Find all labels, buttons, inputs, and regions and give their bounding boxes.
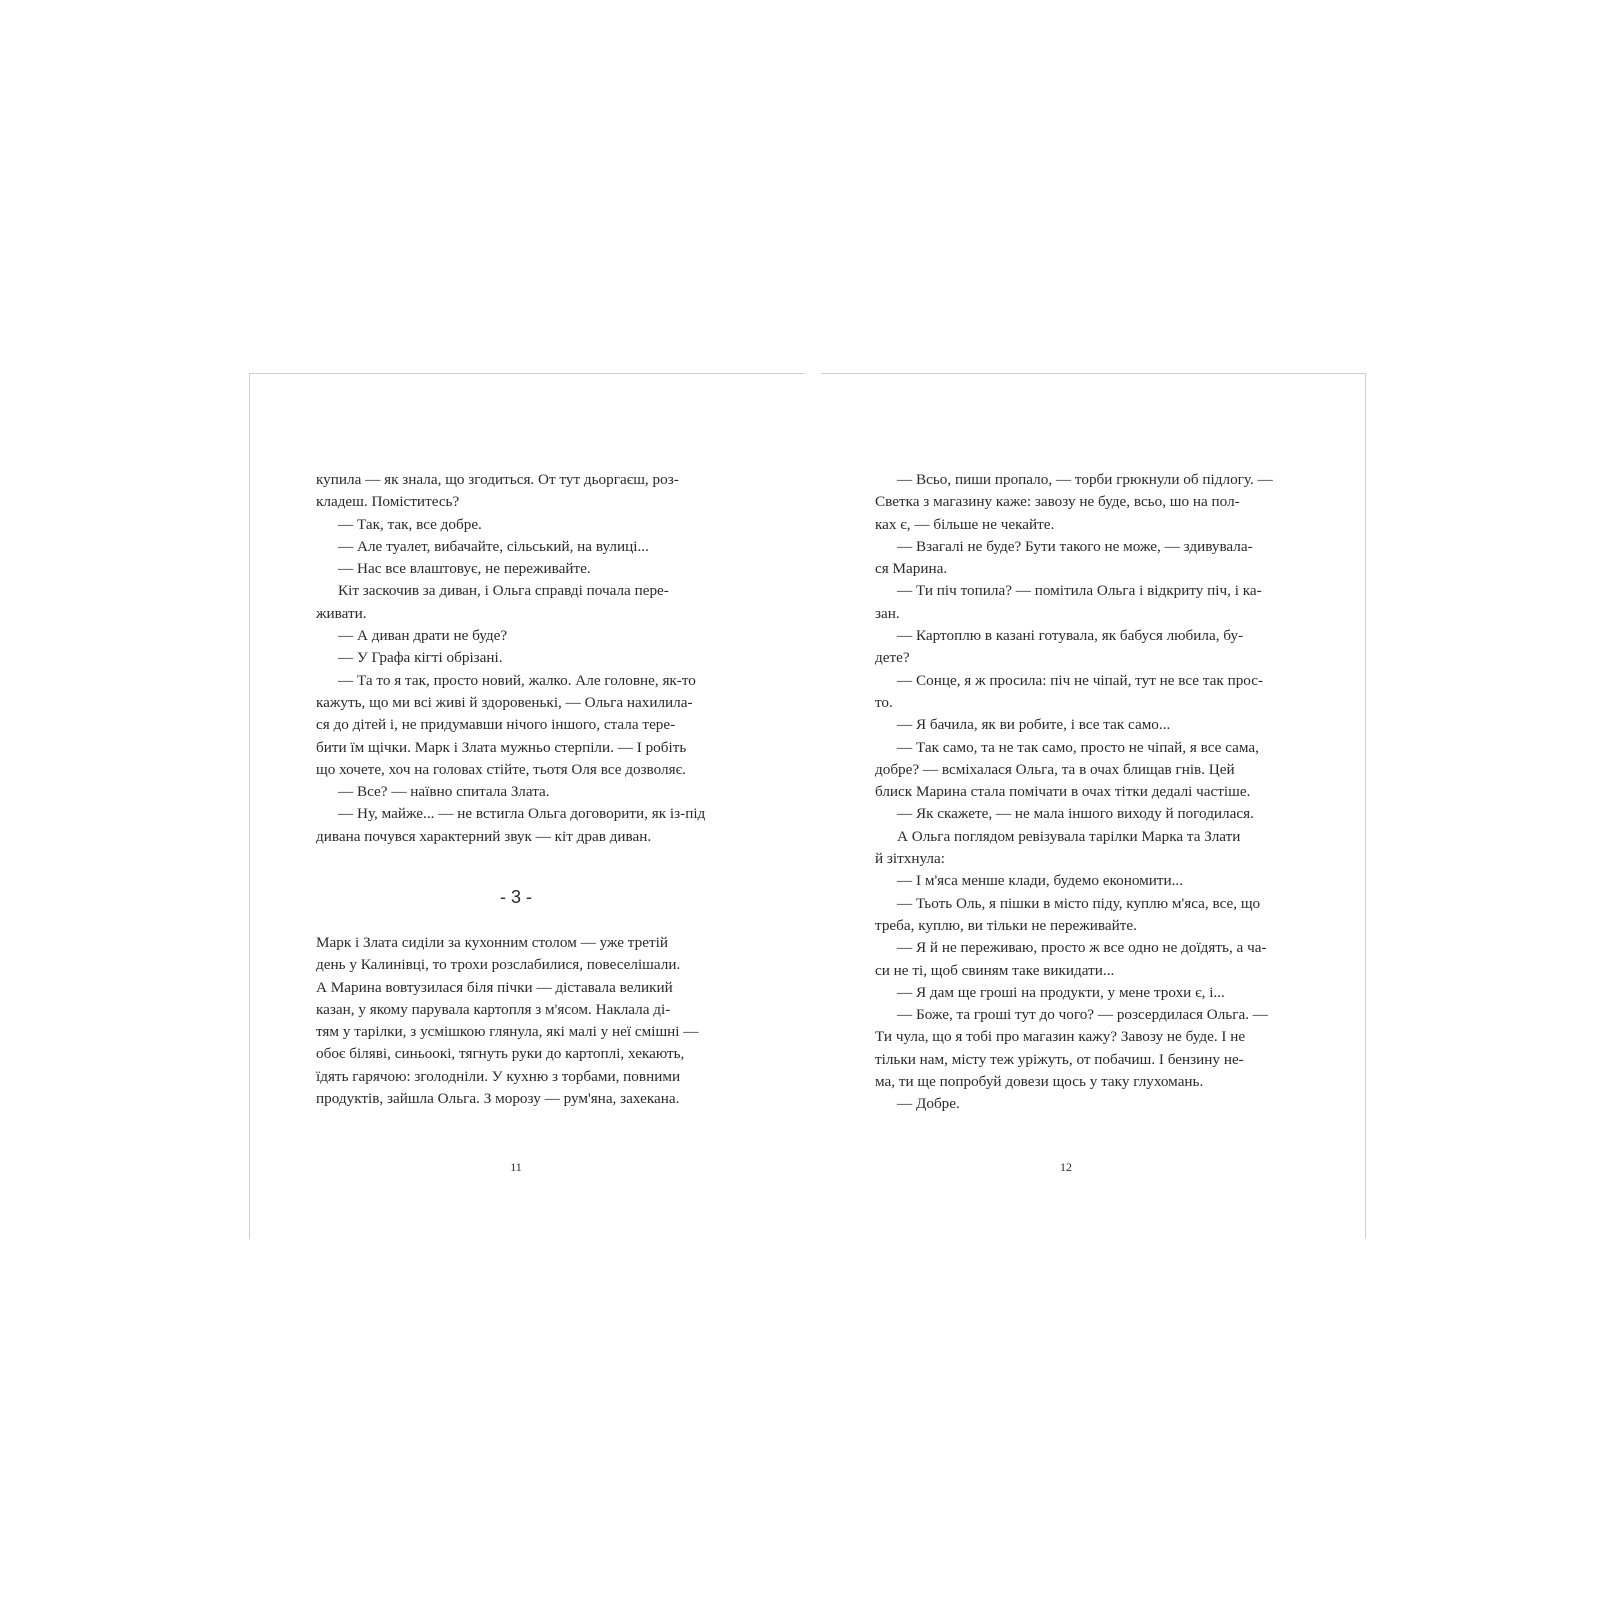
text-line: — Нас все влаштовує, не переживайте. [338,560,591,578]
text-line: казан, у якому парувала картопля з м'ясом. Наклала ді- [316,1000,671,1018]
text-line: — Все? — наївно спитала Злата. [338,783,550,801]
text-line: — Ти піч топила? — помітила Ольга і відкриту піч, і ка- [897,582,1262,600]
text-line: — Так, так, все добре. [338,515,482,533]
text-line: живати. [316,604,367,622]
text-line: тільки нам, місту теж уріжуть, от побачиш. І бензину не- [875,1050,1244,1068]
right-page [821,373,1366,1239]
left-page-bottom-text [316,932,716,1110]
text-line: — Та то я так, просто новий, жалко. Але головне, як-то [338,671,696,689]
text-line: Ти чула, що я тобі про магазин кажу? Завозу не буде. І не [875,1028,1246,1046]
text-line: день у Калинівці, то трохи розслабилися, повеселішали. [316,956,681,974]
text-line: — Я дам ще гроші на продукти, у мене трохи є, і... [897,983,1225,1001]
left-page [249,373,805,1239]
text-line: — Так само, та не так само, просто не чіпай, я все сама, [897,738,1259,756]
text-line: тям у тарілки, з усмішкою глянула, які малі у неї смішні — [316,1023,699,1041]
text-line: добре? — всміхалася Ольга, та в очах блищав гнів. Цей [875,760,1235,778]
text-line: ся Марина. [875,560,948,578]
left-page-top-text [316,469,716,848]
text-line: ма, ти ще попробуй довези щось у таку глухомань. [875,1073,1204,1091]
text-line: си не ті, щоб свиням таке викидати... [875,961,1115,979]
right-page-text [875,469,1277,1116]
text-line: — Але туалет, вибачайте, сільський, на вулиці... [338,537,649,555]
text-line: бити їм щічки. Марк і Злата мужньо стерпіли. — І робіть [316,738,687,756]
text-line: — Взагалі не буде? Бути такого не може, — здивувала- [897,537,1253,555]
text-line: Марк і Злата сиділи за кухонним столом — уже третій [316,934,668,951]
text-line: А Ольга поглядом ревізувала тарілки Марка та Злати [897,827,1241,845]
text-line: купила — як знала, що згодиться. От тут дьоргаєш, роз- [316,471,679,488]
section-heading: - 3 - [499,887,532,907]
text-line: — Я й не переживаю, просто ж все одно не доїдять, а ча- [897,939,1267,957]
text-line: то. [875,693,893,711]
text-line: — Добре. [897,1095,960,1113]
text-line: — Як скажете, — не мала іншого виходу й погодилася. [897,805,1254,823]
text-line: обоє біляві, синьоокі, тягнуть руки до картоплі, хекають, [316,1045,685,1063]
text-line: кладеш. Поміститесь? [316,493,460,511]
text-line: блиск Марина стала помічати в очах тітки дедалі частіше. [875,783,1251,801]
text-line: ках є, — більше не чекайте. [875,515,1055,533]
text-line: Кіт заскочив за диван, і Ольга справді почала пере- [338,582,669,600]
text-line: треба, куплю, ви тільки не переживайте. [875,916,1137,934]
text-line: — Сонце, я ж просила: піч не чіпай, тут не все так прос- [897,671,1264,689]
page-number-left: 11 [510,1160,522,1174]
text-line: ся до дітей і, не придумавши нічого іншого, стала тере- [316,716,676,734]
text-line: — Я бачила, як ви робите, і все так само... [897,716,1171,734]
text-line: — Тьоть Оль, я пішки в місто піду, куплю м'яса, все, що [897,894,1261,912]
text-line: — Ну, майже... — не встигла Ольга договорити, як із-під [338,805,706,823]
text-line: дивана почувся характерний звук — кіт драв диван. [316,827,652,845]
text-line: — Всьо, пиши пропало, — торби грюкнули об підлогу. — [897,471,1273,488]
text-line: кажуть, що ми всі живі й здоровенькі, — Ольга нахилила- [316,693,693,711]
text-line: — Картоплю в казані готувала, як бабуся любила, бу- [897,627,1244,645]
text-line: — І м'яса менше клади, будемо економити... [897,872,1184,890]
text-line: — У Графа кігті обрізані. [338,649,503,667]
text-line: — А диван драти не буде? [338,627,508,645]
page-number-right: 12 [1060,1160,1072,1174]
text-line: зан. [875,604,900,622]
text-line: продуктів, зайшла Ольга. З морозу — рум'яна, захекана. [316,1090,680,1108]
text-line: їдять гарячою: зголодніли. У кухню з торбами, повними [316,1067,681,1085]
text-line: що хочете, хоч на головах стійте, тьотя Оля все дозволяє. [316,760,686,778]
text-line: й зітхнула: [875,850,945,868]
text-line: дете? [875,649,910,667]
text-line: Светка з магазину каже: завозу не буде, всьо, шо на пол- [875,493,1240,511]
text-line: — Боже, та гроші тут до чого? — розсердилася Ольга. — [897,1006,1268,1024]
text-line: А Марина вовтузилася біля пічки — діставала великий [316,978,673,996]
